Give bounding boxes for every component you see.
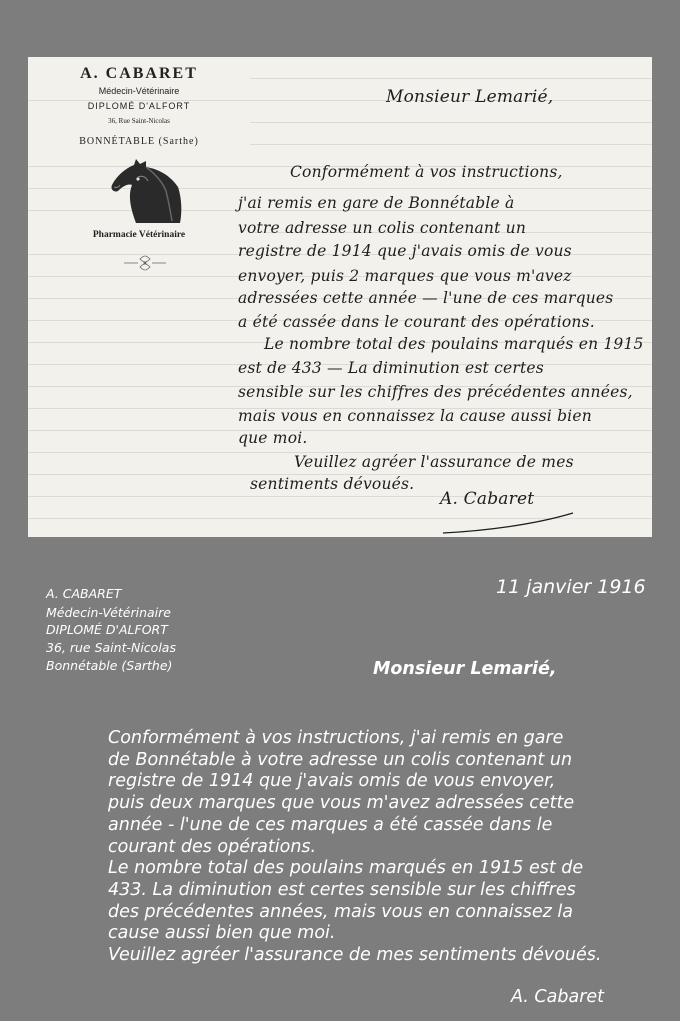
letterhead-street: 36, Rue Saint-Nicolas <box>28 117 250 125</box>
transcription-body <box>108 728 601 967</box>
letterhead-name: A. CABARET <box>28 65 250 83</box>
transcription-line: des précédentes années, mais vous en connaissez la <box>108 901 573 922</box>
transcription-header-line: Médecin-Vétérinaire <box>46 605 171 620</box>
handwritten-line: que moi. <box>238 429 308 447</box>
letterhead-pharmacy: Pharmacie Vétérinaire <box>28 230 250 240</box>
transcription-date: 11 janvier 1916 <box>496 576 646 598</box>
transcription-header-line: 36, rue Saint-Nicolas <box>46 640 176 655</box>
handwritten-line: sensible sur les chiffres des précédentes années, <box>238 383 633 401</box>
transcription-line: 433. La diminution est certes sensible sur les chiffres <box>108 879 576 900</box>
transcription-header-line: A. CABARET <box>46 586 122 601</box>
transcription-line: Veuillez agréer l'assurance de mes sentiments dévoués. <box>108 945 602 966</box>
handwritten-line: votre adresse un colis contenant un <box>238 219 527 237</box>
handwritten-greeting: Monsieur Lemarié, <box>386 87 554 107</box>
letterhead-title: Médecin-Vétérinaire <box>28 86 250 96</box>
signature-flourish <box>433 507 583 537</box>
letter-photo <box>28 57 652 537</box>
handwritten-line: adressées cette année — l'une de ces marques <box>238 289 614 307</box>
handwritten-line: a été cassée dans le courant des opérations. <box>238 313 595 331</box>
handwritten-line: registre de 1914 que j'avais omis de vous <box>238 242 572 260</box>
transcription-line: puis deux marques que vous m'avez adressées cette <box>108 793 575 814</box>
handwritten-line: sentiments dévoués. <box>250 475 415 493</box>
letterhead-diploma: DIPLOMÉ D'ALFORT <box>28 101 250 111</box>
handwritten-line: envoyer, puis 2 marques que vous m'avez <box>238 267 572 285</box>
transcription-header-line: Bonnétable (Sarthe) <box>46 658 173 673</box>
handwritten-signature: A. Cabaret <box>440 489 535 509</box>
handwritten-line: Conformément à vos instructions, <box>290 163 563 181</box>
horse-head-engraving <box>108 157 184 225</box>
transcription-header-line: DIPLOMÉ D'ALFORT <box>46 622 168 637</box>
transcription-line: registre de 1914 que j'avais omis de vous envoyer, <box>108 771 556 792</box>
handwritten-line: Le nombre total des poulains marqués en 1915 <box>264 335 644 353</box>
transcription-line: courant des opérations. <box>108 836 317 857</box>
handwritten-line: Veuillez agréer l'assurance de mes <box>294 453 574 471</box>
transcription-line: Le nombre total des poulains marqués en 1915 est de <box>108 858 584 879</box>
handwritten-line: j'ai remis en gare de Bonnétable à <box>238 194 515 212</box>
handwritten-line: est de 433 — La diminution est certes <box>238 359 544 377</box>
transcription-line: année - l'une de ces marques a été cassée dans le <box>108 814 553 835</box>
transcription-greeting: Monsieur Lemarié, <box>373 659 557 679</box>
handwritten-line: mais vous en connaissez la cause aussi bien <box>238 407 592 425</box>
letterhead-town: BONNÉTABLE (Sarthe) <box>28 136 250 147</box>
transcription-line: Conformément à vos instructions, j'ai remis en gare <box>108 728 564 748</box>
transcription-line: cause aussi bien que moi. <box>108 923 336 944</box>
ornament-icon <box>122 255 168 275</box>
transcription-signature: A. Cabaret <box>511 987 605 1007</box>
transcription-line: de Bonnétable à votre adresse un colis contenant un <box>108 749 573 770</box>
